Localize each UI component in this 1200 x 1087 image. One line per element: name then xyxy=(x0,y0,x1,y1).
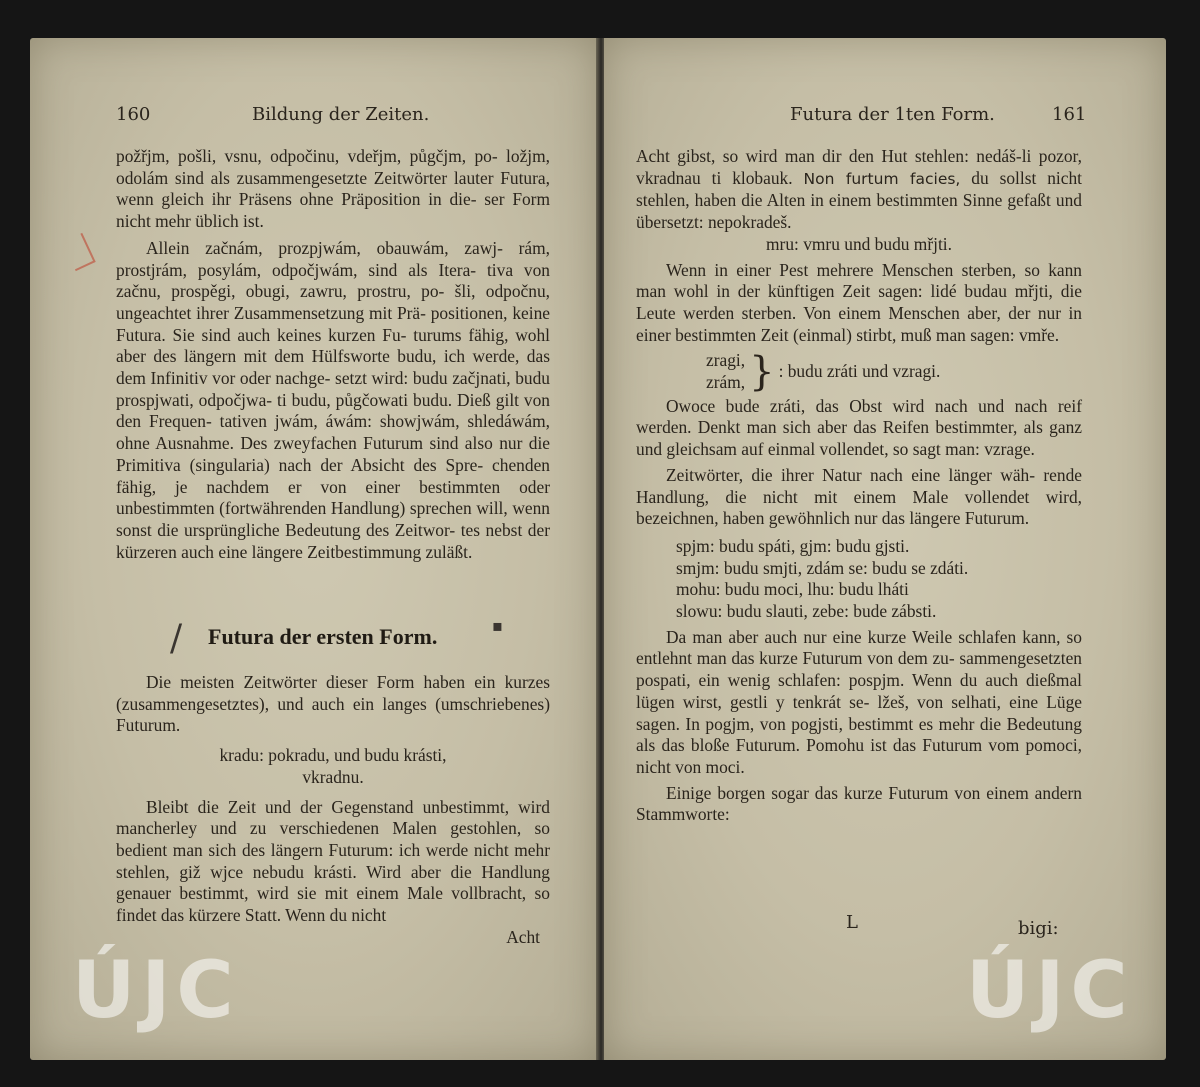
right-paragraph-6: Einige borgen sogar das kurze Futurum von einem andern Stammworte: xyxy=(636,782,1082,825)
right-paragraph-1a: Acht gibst, so wird man dir den Hut stehlen: nedáš-li pozor, vkradnau ti klobauk. xyxy=(636,146,1082,188)
brace-symbol: } xyxy=(749,349,775,396)
right-catchword: bigi: xyxy=(1018,918,1059,939)
section-heading: Futura der ersten Form. xyxy=(208,624,438,649)
brace-word-1: zragi, xyxy=(706,350,746,371)
right-page xyxy=(604,38,1166,1060)
signature-mark: L xyxy=(846,912,858,933)
left-catchword: Acht xyxy=(506,926,540,947)
left-page-number: 160 xyxy=(116,104,151,125)
left-paragraph-3: Die meisten Zeitwörter dieser Form haben ein kurzes (zusammengesetztes), und auch ein langes (umschriebenes) Futurum. xyxy=(116,672,550,736)
right-paragraph-2: Wenn in einer Pest mehrere Menschen sterben, so kann man wohl in der künftigen Zeit sagen: lidé budau mřjti, die Leute werden sterben. Von einem Menschen aber, der nur in einer bestimmten Zeit (einmal) stirbt, muß man sagen: vmře. xyxy=(636,259,1082,345)
left-body-bottom xyxy=(30,672,598,948)
right-paragraph-4: Zeitwörter, die ihrer Natur nach eine länger wäh- rende Handlung, die nicht mit einem Male vollendet wird, bezeichnen, haben gewöhnlich nur das längere Futurum. xyxy=(636,464,1082,529)
right-paragraph-5: Da man aber auch nur eine kurze Weile schlafen kann, so entlehnt man das kurze Futurum von dem zu- sammengesetzten pospati, ein wenig schlafen: pospjm. Wenn du auch dießmal lügen wirst, gestli y tenkrát se- lžeš, von selhati, eine Lüge sagen. In pogjm, von pogjsti, bestimmt es mehr die Bedeutung als das bloße Futurum. Pomohu ist das Futurum vom pomoci, nicht von moci. xyxy=(636,626,1082,777)
brace-word-2: zrám, xyxy=(706,372,746,393)
left-running-head: Bildung der Zeiten. xyxy=(252,104,430,125)
left-paragraph-1: požřjm, pošli, vsnu, odpočinu, vdeřjm, půgčjm, po- ložjm, odolám sind als zusammengesetzte Zeitwörter lauter Futura, wenn gleich ihr Präsens ohne Präposition in die- ser Form nicht mehr üblich ist. xyxy=(116,146,550,232)
brace-result: : budu zráti und vzragi. xyxy=(778,361,941,382)
left-page xyxy=(30,38,598,1060)
example-line-2: vkradnu. xyxy=(302,766,364,787)
right-running-head: Futura der 1ten Form. xyxy=(790,104,995,125)
verb-list-item: mohu: budu moci, lhu: budu lháti xyxy=(676,579,909,600)
right-page-number: 161 xyxy=(1052,104,1087,125)
verb-list xyxy=(676,536,1082,623)
right-watermark: ÚJC xyxy=(966,946,1134,1036)
pencil-slash: / xyxy=(170,618,183,659)
right-paragraph-1b: du sollst nicht stehlen, haben die Alten in einem bestimmten Sinne gefaßt und übersetzt: nepokradeš. xyxy=(636,167,1082,233)
verb-list-item: spjm: budu spáti, gjm: budu gjsti. xyxy=(676,535,910,556)
left-body-top xyxy=(30,146,598,563)
verb-list-item: smjm: budu smjti, zdám se: budu se zdáti. xyxy=(676,557,969,578)
left-paragraph-4: Bleibt die Zeit und der Gegenstand unbestimmt, wird mancherley und zu verschiedenen Malen gestohlen, so bedient man sich des längern Futurum: ich werde nicht mehr stehlen, giž wjce nebudu krásti. Wird aber die Handlung genauer bestimmt, wird sie mit einem Male vollbracht, so findet das kürzere Statt. Wenn du nicht xyxy=(116,796,550,926)
left-watermark: ÚJC xyxy=(72,946,240,1036)
right-example-1: mru: vmru und budu mřjti. xyxy=(766,233,952,254)
right-paragraph-1-latin: Non furtum facies, xyxy=(803,169,961,188)
right-body xyxy=(604,146,1166,826)
brace-example xyxy=(706,349,1082,396)
example-line-1: kradu: pokradu, und budu krásti, xyxy=(219,745,447,766)
left-paragraph-2: Allein začnám, prozpjwám, obauwám, zawj- rám, prostjrám, posylám, odpočjwám, sind als Itera- tiva von začnu, prospěgi, obugi, zawru, prostru, po- šli, odpočnu, ungeachtet ihrer Zusammensetzung mit Prä- positionen, keine Futura. Sie sind auch keines kurzen Fu- turums fähig, wohl aber des längern mit dem Hülfsworte budu, ich werde, das dem Infinitiv vor oder nachge- setzt wird: budu začjnati, budu prospjwati, odpočjwa- ti budu, půgčowati budu. Dieß gilt von den Frequen- tativen jwám, áwám: showjwám, shledáwám, ohne Ausnahme. Des zweyfachen Futurum sind also nur die Primitiva (singularia) nach der Absicht des Spre- chenden fähig, je nachdem er von einer bestimmten oder unbestimmten (fortwährenden Handlung) sprechen will, wenn sonst die ursprüngliche Bedeutung des Zeitwor- tes nebst der kürzeren auch eine längere Zeitbestimmung zuläßt. xyxy=(116,237,550,562)
verb-list-item: slowu: budu slauti, zebe: bude zábsti. xyxy=(676,601,937,622)
right-paragraph-3: Owoce bude zráti, das Obst wird nach und nach reif werden. Denkt man sich aber das Reifen bestimmter, als ganz und gleichsam auf einmal vollendet, so sagt man: vzrage. xyxy=(636,395,1082,460)
ink-dot: ▪ xyxy=(492,616,503,635)
